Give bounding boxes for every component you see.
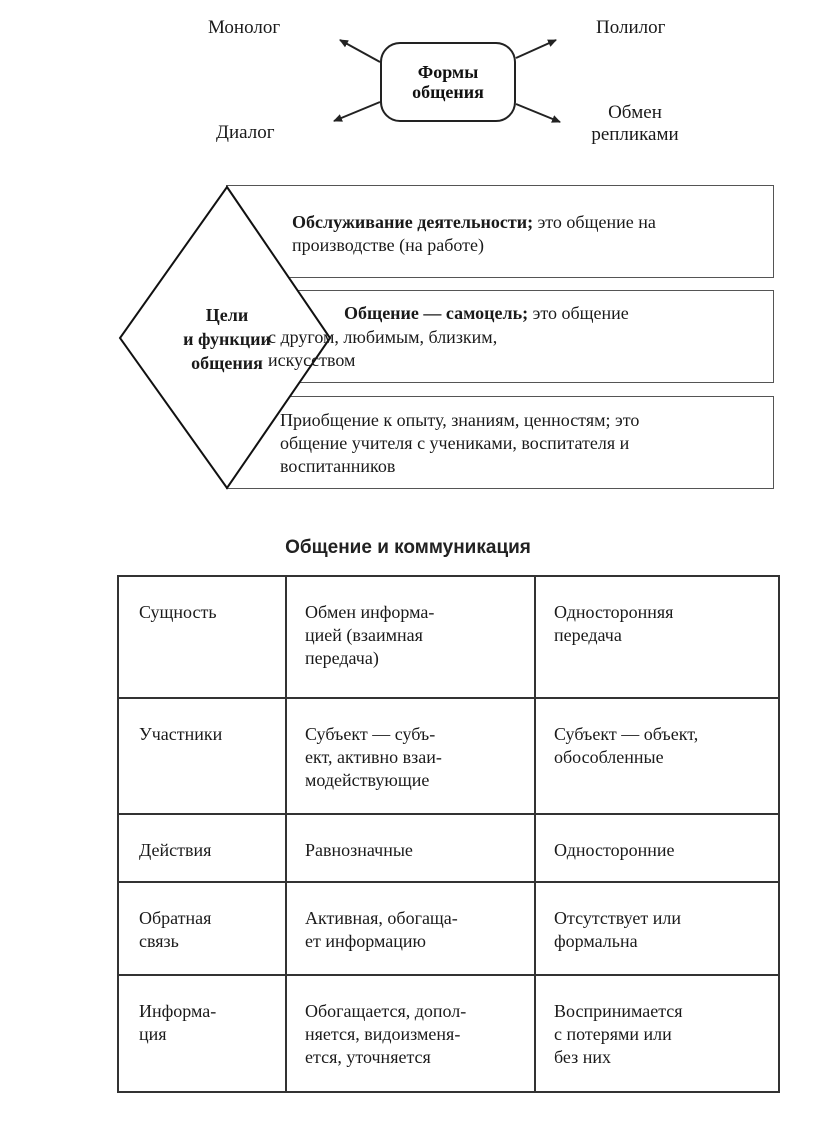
- table-cell: [286, 975, 535, 1092]
- table-row: [118, 975, 779, 1092]
- cell-text: Субъект — субъ-: [305, 724, 436, 744]
- cell-text: связь: [139, 931, 179, 951]
- table-cell: [535, 882, 779, 975]
- cell-text: няется, видоизменя-: [305, 1024, 461, 1044]
- cell-text: формальна: [554, 931, 638, 951]
- table-title: Общение и коммуникация: [285, 537, 531, 558]
- cell-text: Отсутствует или: [554, 908, 682, 928]
- label-dialog: Диалог: [216, 122, 275, 143]
- goal-text-3: Приобщение к опыту, знаниям, ценностям; это общение учителя с учениками, воспитателя и воспитанников: [280, 410, 640, 476]
- cell-text: Участники: [139, 724, 223, 744]
- table-row: [118, 698, 779, 814]
- table-row: [118, 576, 779, 698]
- cell-text: Воспринимается: [554, 1001, 683, 1021]
- table-cell: [286, 814, 535, 882]
- table-cell: [535, 576, 779, 698]
- cell-text: Сущность: [139, 602, 217, 622]
- table-cell: [118, 882, 286, 975]
- cell-text: Действия: [139, 840, 212, 860]
- cell-text: ет информацию: [305, 931, 426, 951]
- diamond-label: Цели и функции общения: [183, 305, 271, 373]
- cell-text: модействующие: [305, 770, 430, 790]
- cell-text: Обмен информа-: [305, 602, 435, 622]
- goal-text-2b: с другом, любимым, близким, искусством: [268, 327, 498, 370]
- label-monolog: Монолог: [208, 17, 281, 38]
- cell-text: Информа-: [139, 1001, 217, 1021]
- cell-text: обособленные: [554, 747, 664, 767]
- cell-text: Равнозначные: [305, 840, 413, 860]
- table-cell: [118, 576, 286, 698]
- table-row: [118, 882, 779, 975]
- cell-text: Односторонняя: [554, 602, 674, 622]
- cell-text: Активная, обогаща-: [305, 908, 458, 928]
- goal-text-1: Обслуживание деятельности; это общение на производстве (на работе): [292, 212, 656, 255]
- cell-text: без них: [554, 1047, 612, 1067]
- cell-text: Обогащается, допол-: [305, 1001, 467, 1021]
- table-cell: [286, 882, 535, 975]
- table-cell: [118, 975, 286, 1092]
- cell-text: Односторонние: [554, 840, 675, 860]
- cell-text: передача: [554, 625, 622, 645]
- goal-text-2: Общение — самоцель; это общение: [344, 303, 629, 323]
- label-polilog: Полилог: [596, 17, 666, 38]
- table-cell: [118, 698, 286, 814]
- table-cell: [535, 698, 779, 814]
- table-cell: [286, 698, 535, 814]
- table-cell: [535, 814, 779, 882]
- table-row: [118, 814, 779, 882]
- cell-text: ется, уточняется: [305, 1047, 431, 1067]
- table-cell: [286, 576, 535, 698]
- cell-text: Субъект — объект,: [554, 724, 699, 744]
- cell-text: с потерями или: [554, 1024, 672, 1044]
- cell-text: ект, активно взаи-: [305, 747, 442, 767]
- cell-text: передача): [305, 648, 379, 668]
- table-cell: [118, 814, 286, 882]
- table-cell: [535, 975, 779, 1092]
- cell-text: Обратная: [139, 908, 212, 928]
- cell-text: ция: [139, 1024, 167, 1044]
- comparison-table: [117, 575, 780, 1093]
- label-exchange: Обмен репликами: [591, 102, 679, 145]
- forms-center-label: Формы общения: [412, 62, 484, 102]
- cell-text: цией (взаимная: [305, 625, 423, 645]
